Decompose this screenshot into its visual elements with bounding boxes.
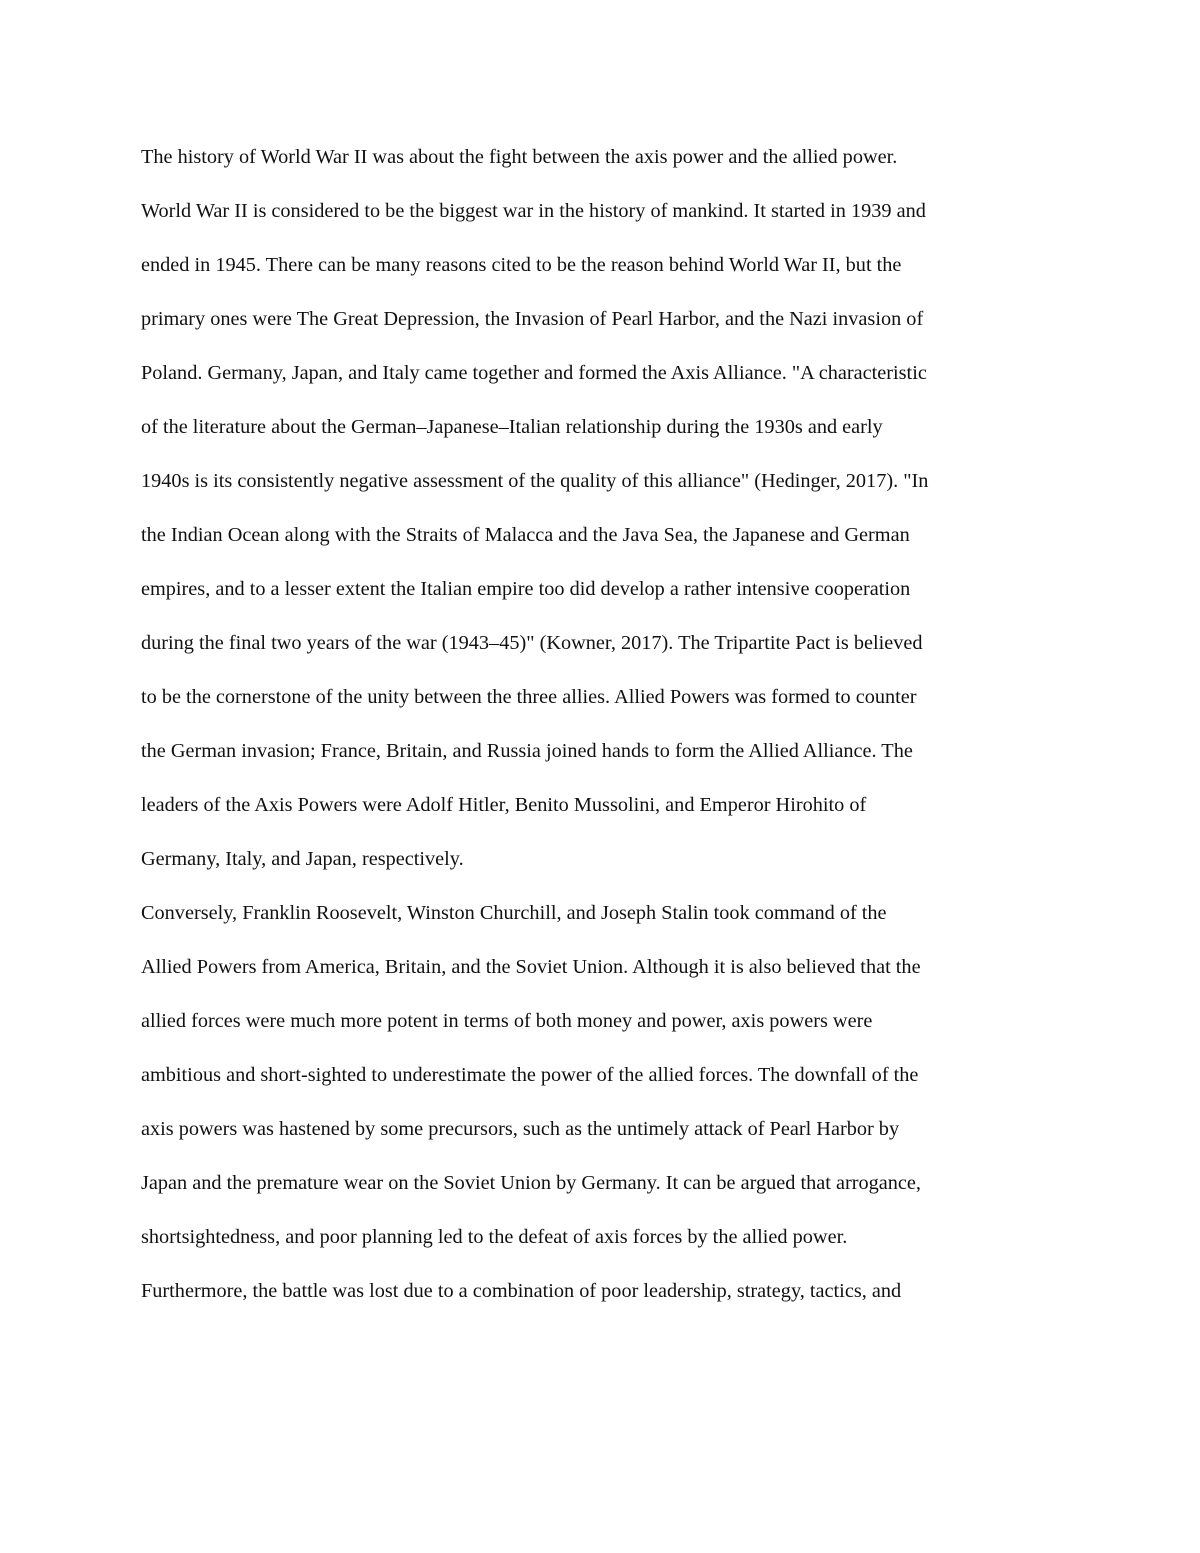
text-line: ambitious and short-sighted to underestimate the power of the allied forces. The downfall of the xyxy=(141,1064,919,1086)
text-line: shortsightedness, and poor planning led to the defeat of axis forces by the allied power. xyxy=(141,1226,848,1248)
text-line: The history of World War II was about the fight between the axis power and the allied power. xyxy=(141,146,898,168)
text-line: Conversely, Franklin Roosevelt, Winston Churchill, and Joseph Stalin took command of the xyxy=(141,902,887,924)
text-line: 1940s is its consistently negative assessment of the quality of this alliance" (Hedinger, 2017). "In xyxy=(141,470,929,492)
text-line: Germany, Italy, and Japan, respectively. xyxy=(141,848,464,870)
text-line: Poland. Germany, Japan, and Italy came together and formed the Axis Alliance. "A characteristic xyxy=(141,362,927,384)
text-line: allied forces were much more potent in terms of both money and power, axis powers were xyxy=(141,1010,873,1032)
text-line: primary ones were The Great Depression, the Invasion of Pearl Harbor, and the Nazi invasion of xyxy=(141,308,924,330)
text-line: Allied Powers from America, Britain, and the Soviet Union. Although it is also believed that the xyxy=(141,956,921,978)
text-line: World War II is considered to be the biggest war in the history of mankind. It started in 1939 and xyxy=(141,200,926,222)
body-text xyxy=(141,140,1081,1328)
text-line: during the final two years of the war (1943–45)" (Kowner, 2017). The Tripartite Pact is believed xyxy=(141,632,923,654)
text-line: the Indian Ocean along with the Straits of Malacca and the Java Sea, the Japanese and German xyxy=(141,524,910,546)
text-line: axis powers was hastened by some precursors, such as the untimely attack of Pearl Harbor by xyxy=(141,1118,900,1140)
text-line: leaders of the Axis Powers were Adolf Hitler, Benito Mussolini, and Emperor Hirohito of xyxy=(141,794,867,816)
text-line: to be the cornerstone of the unity between the three allies. Allied Powers was formed to counter xyxy=(141,686,917,708)
text-line: the German invasion; France, Britain, and Russia joined hands to form the Allied Alliance. The xyxy=(141,740,913,762)
text-line: Furthermore, the battle was lost due to a combination of poor leadership, strategy, tactics, and xyxy=(141,1280,902,1302)
text-line: of the literature about the German–Japanese–Italian relationship during the 1930s and early xyxy=(141,416,883,438)
text-line: ended in 1945. There can be many reasons cited to be the reason behind World War II, but the xyxy=(141,254,902,276)
text-line: empires, and to a lesser extent the Italian empire too did develop a rather intensive cooperation xyxy=(141,578,911,600)
text-line: Japan and the premature wear on the Soviet Union by Germany. It can be argued that arrogance, xyxy=(141,1172,921,1194)
